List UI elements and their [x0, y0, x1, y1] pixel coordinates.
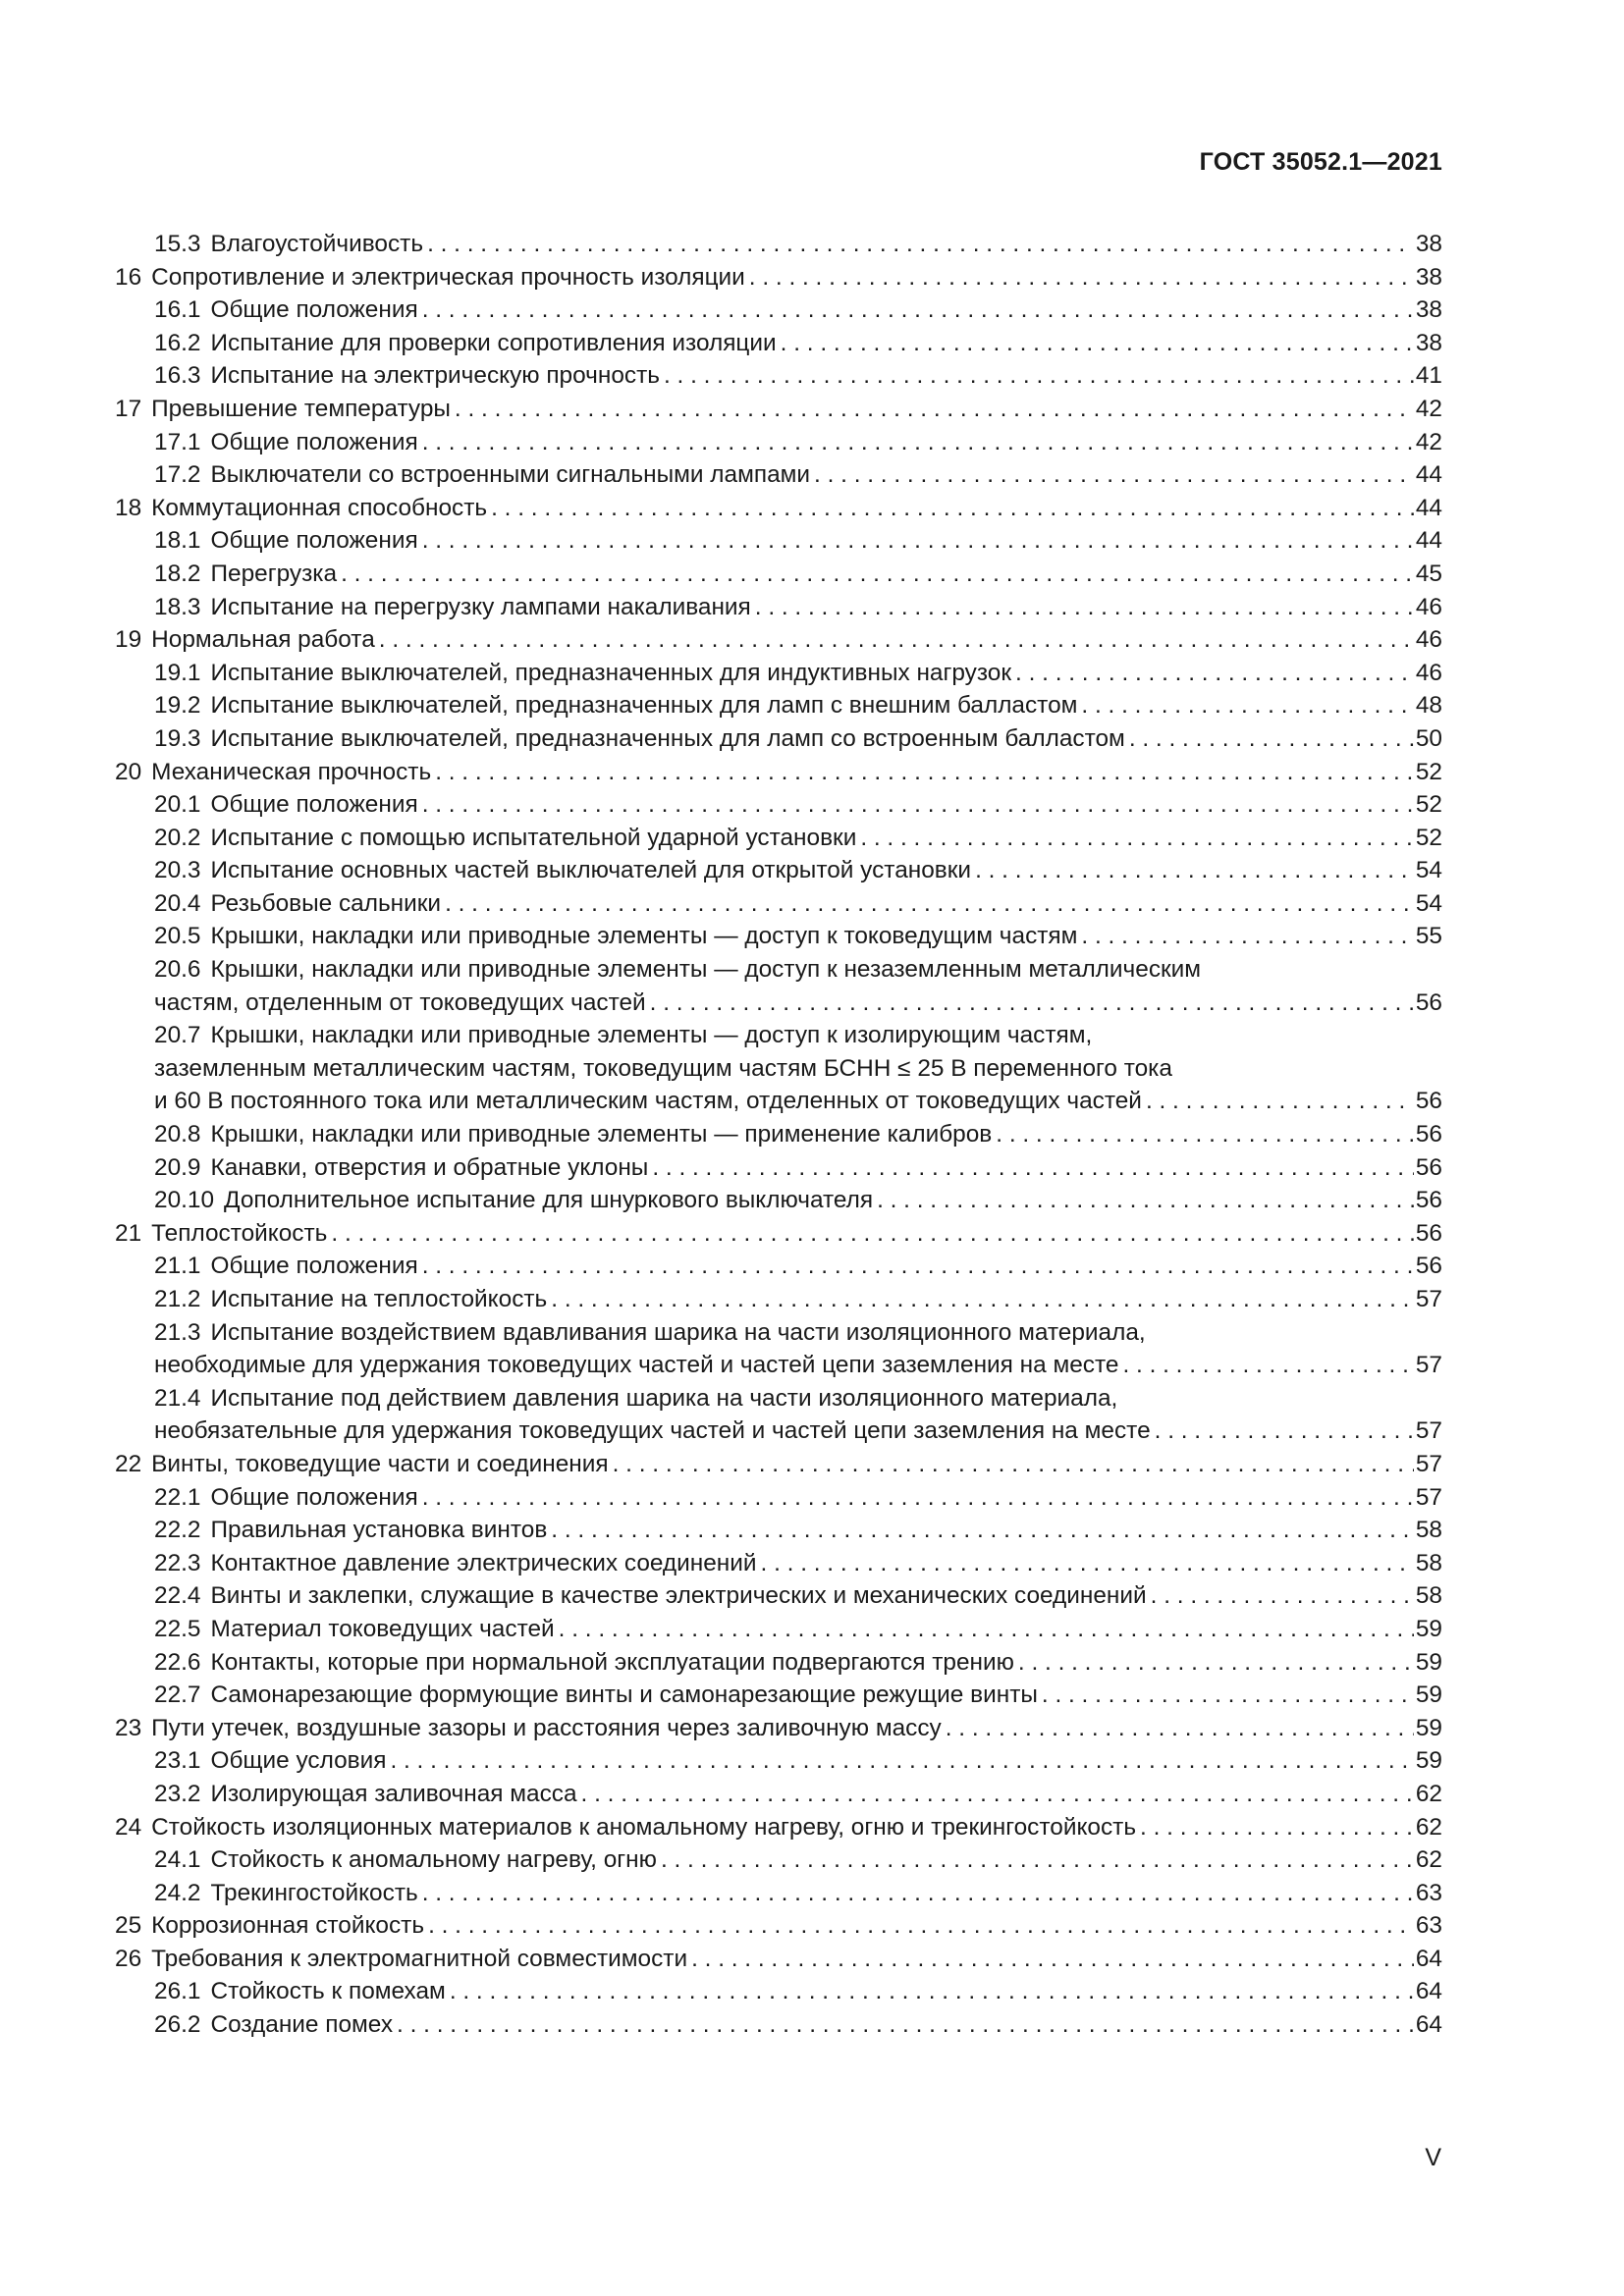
toc-entry[interactable] — [115, 722, 1442, 756]
toc-leader-dots — [652, 1151, 1414, 1185]
toc-entry-title: Испытание для проверки сопротивления изоляции — [210, 329, 777, 356]
toc-entry-page: 54 — [1415, 889, 1442, 917]
toc-leader-dots — [422, 788, 1414, 822]
toc-entry[interactable] — [115, 591, 1442, 624]
toc-entry-number: 17.1 — [154, 428, 201, 455]
toc-entry[interactable] — [115, 327, 1442, 360]
toc-entry-number: 20.9 — [154, 1153, 201, 1181]
toc-leader-dots — [661, 1843, 1414, 1877]
toc-entry-number: 20.4 — [154, 889, 201, 917]
toc-leader-dots — [781, 327, 1414, 360]
toc-entry-number: 18.2 — [154, 560, 201, 587]
toc-leader-dots — [975, 854, 1414, 887]
toc-entry[interactable] — [115, 1547, 1442, 1580]
toc-leader-dots — [450, 1975, 1414, 2008]
toc-leader-dots — [551, 1283, 1414, 1316]
toc-entry-page: 58 — [1415, 1517, 1442, 1544]
toc-entry-page: 59 — [1415, 1714, 1442, 1741]
toc-leader-dots — [996, 1118, 1414, 1151]
toc-entry-title: Испытание с помощью испытательной ударной установки — [210, 824, 857, 851]
toc-entry-page: 59 — [1415, 1648, 1442, 1676]
toc-entry[interactable] — [115, 359, 1442, 393]
toc-entry[interactable] — [115, 1118, 1442, 1151]
toc-entry-number: 20.3 — [154, 857, 201, 884]
toc-entry[interactable] — [115, 426, 1442, 459]
toc-entry-number: 20.10 — [154, 1187, 215, 1214]
toc-entry[interactable] — [115, 987, 1442, 1020]
toc-entry-page: 55 — [1415, 923, 1442, 950]
toc-leader-dots — [551, 1514, 1414, 1547]
toc-entry-title: частям, отделенным от токоведущих частей — [154, 988, 646, 1016]
toc-entry-number: 18 — [115, 494, 142, 521]
toc-entry-title: Испытание под действием давления шарика на части изоляционного материала, — [210, 1384, 1118, 1412]
toc-entry[interactable] — [115, 1382, 1442, 1415]
toc-leader-dots — [664, 359, 1414, 393]
toc-entry-number: 19 — [115, 626, 142, 654]
toc-entry-number: 23 — [115, 1714, 142, 1741]
toc-entry[interactable] — [115, 854, 1442, 887]
toc-entry-page: 62 — [1415, 1846, 1442, 1874]
toc-entry-title: Превышение температуры — [151, 395, 451, 422]
toc-entry-title: Испытание на теплостойкость — [210, 1286, 548, 1312]
toc-entry[interactable] — [115, 1613, 1442, 1646]
toc-entry-page: 58 — [1415, 1549, 1442, 1576]
toc-leader-dots — [1018, 1646, 1414, 1680]
toc-entry[interactable] — [115, 2008, 1442, 2042]
toc-leader-dots — [1151, 1579, 1414, 1613]
toc-leader-dots — [422, 426, 1414, 459]
toc-entry-title: Контактное давление электрических соединений — [210, 1549, 757, 1576]
toc-entry-number: 21 — [115, 1219, 142, 1247]
toc-entry[interactable] — [115, 1646, 1442, 1680]
toc-entry-number: 22.5 — [154, 1615, 201, 1642]
toc-entry-page: 44 — [1415, 527, 1442, 555]
toc-entry[interactable] — [115, 953, 1442, 987]
toc-entry-number: 21.4 — [154, 1384, 201, 1412]
toc-entry[interactable] — [115, 1481, 1442, 1515]
toc-leader-dots — [749, 261, 1414, 294]
toc-entry-title: Стойкость изоляционных материалов к аномальному нагреву, огню и трекингостойкость — [151, 1813, 1137, 1841]
toc-entry[interactable] — [115, 756, 1442, 789]
toc-entry-title: и 60 В постоянного тока или металлическим частям, отделенных от токоведущих частей — [154, 1088, 1142, 1115]
toc-entry-page: 59 — [1415, 1682, 1442, 1709]
toc-entry-number: 17.2 — [154, 461, 201, 489]
toc-entry-number: 22.4 — [154, 1582, 201, 1610]
toc-entry-title: Влагоустойчивость — [210, 231, 424, 257]
toc-entry-title: Правильная установка винтов — [210, 1517, 548, 1544]
toc-entry-page: 64 — [1415, 1978, 1442, 2005]
toc-leader-dots — [1042, 1679, 1414, 1712]
toc-entry-page: 42 — [1415, 428, 1442, 455]
toc-entry-number: 22.1 — [154, 1483, 201, 1511]
document-code: ГОСТ 35052.1—2021 — [1199, 148, 1442, 176]
toc-entry-page: 38 — [1415, 296, 1442, 324]
toc-entry-page: 54 — [1415, 857, 1442, 884]
toc-entry-number: 20.8 — [154, 1121, 201, 1148]
toc-leader-dots — [422, 1250, 1414, 1283]
toc-entry-title: Резьбовые сальники — [210, 889, 442, 917]
toc-leader-dots — [1146, 1085, 1414, 1118]
toc-entry[interactable] — [115, 1184, 1442, 1217]
toc-entry-page: 42 — [1415, 395, 1442, 422]
toc-leader-dots — [445, 887, 1414, 921]
toc-entry-number: 16.2 — [154, 329, 201, 356]
toc-entry[interactable] — [115, 458, 1442, 492]
toc-leader-dots — [341, 558, 1414, 591]
toc-leader-dots — [946, 1712, 1414, 1745]
toc-entry[interactable] — [115, 1019, 1442, 1052]
toc-entry-page: 57 — [1415, 1450, 1442, 1477]
toc-entry-page: 46 — [1415, 659, 1442, 686]
toc-entry[interactable] — [115, 1811, 1442, 1844]
toc-entry[interactable] — [115, 393, 1442, 426]
toc-entry-number: 26.2 — [154, 2011, 201, 2039]
toc-entry-number: 26 — [115, 1945, 142, 1972]
toc-leader-dots — [390, 1744, 1413, 1778]
toc-entry-title: Канавки, отверстия и обратные уклоны — [210, 1153, 649, 1181]
toc-entry-title: Изолирующая заливочная масса — [210, 1780, 577, 1807]
toc-entry[interactable] — [115, 1151, 1442, 1185]
toc-entry-number: 20.5 — [154, 923, 201, 950]
toc-entry-title: Общие положения — [210, 791, 418, 819]
toc-leader-dots — [491, 492, 1414, 525]
toc-entry[interactable] — [115, 1843, 1442, 1877]
toc-entry-title: Стойкость к аномальному нагреву, огню — [210, 1846, 657, 1874]
toc-entry-title: Испытание на перегрузку лампами накаливания — [210, 593, 751, 620]
toc-entry-page: 46 — [1415, 626, 1442, 654]
toc-entry-page: 57 — [1415, 1483, 1442, 1511]
toc-entry[interactable] — [115, 1975, 1442, 2008]
toc-entry-title: Механическая прочность — [151, 758, 432, 785]
toc-entry[interactable] — [115, 1943, 1442, 1976]
toc-entry-title: Коррозионная стойкость — [151, 1912, 425, 1940]
toc-entry-page: 56 — [1415, 1219, 1442, 1247]
toc-entry[interactable] — [115, 1316, 1442, 1350]
toc-leader-dots — [427, 228, 1414, 261]
toc-entry-page: 56 — [1415, 1253, 1442, 1280]
toc-entry-title: Крышки, накладки или приводные элементы — доступ к токоведущим частям — [210, 923, 1078, 950]
toc-leader-dots — [755, 591, 1414, 624]
toc-entry-title: Общие условия — [210, 1747, 387, 1775]
page-number: V — [1425, 2144, 1441, 2171]
toc-leader-dots — [1155, 1415, 1414, 1448]
toc-entry-page: 56 — [1415, 1088, 1442, 1115]
toc-entry-number: 19.1 — [154, 659, 201, 686]
toc-entry-title: Общие положения — [210, 1253, 418, 1280]
toc-entry-number: 21.3 — [154, 1318, 201, 1346]
toc-entry-number: 20.2 — [154, 824, 201, 851]
toc-entry-title: Создание помех — [210, 2011, 394, 2039]
toc-entry[interactable] — [115, 1909, 1442, 1943]
toc-leader-dots — [1129, 722, 1414, 756]
toc-entry-page: 57 — [1415, 1352, 1442, 1379]
toc-leader-dots — [379, 623, 1414, 657]
table-of-contents — [115, 228, 1442, 2042]
toc-entry-title: Общие положения — [210, 296, 418, 324]
toc-entry-page: 64 — [1415, 2011, 1442, 2039]
toc-entry-title: заземленным металлическим частям, токоведущим частям БСНН ≤ 25 В переменного тока — [154, 1054, 1172, 1082]
toc-entry[interactable] — [115, 294, 1442, 327]
toc-entry-number: 20.7 — [154, 1022, 201, 1049]
toc-entry-page: 57 — [1415, 1417, 1442, 1445]
toc-entry[interactable] — [115, 228, 1442, 261]
toc-entry-number: 16.3 — [154, 362, 201, 390]
toc-leader-dots — [761, 1547, 1414, 1580]
toc-leader-dots — [650, 987, 1414, 1020]
toc-entry-title: Сопротивление и электрическая прочность изоляции — [151, 263, 745, 291]
toc-entry[interactable] — [115, 492, 1442, 525]
toc-entry-number: 22.2 — [154, 1517, 201, 1544]
toc-entry[interactable] — [115, 920, 1442, 953]
toc-entry-page: 52 — [1415, 824, 1442, 851]
toc-entry-page: 56 — [1415, 1187, 1442, 1214]
toc-entry[interactable] — [115, 788, 1442, 822]
toc-entry-page: 56 — [1415, 1121, 1442, 1148]
toc-entry[interactable] — [115, 1579, 1442, 1613]
toc-entry-number: 15.3 — [154, 231, 201, 257]
toc-entry-number: 20.6 — [154, 956, 201, 984]
toc-entry-page: 44 — [1415, 461, 1442, 489]
toc-leader-dots — [1081, 920, 1413, 953]
toc-entry-title: Общие положения — [210, 428, 418, 455]
toc-entry-number: 16.1 — [154, 296, 201, 324]
toc-leader-dots — [331, 1217, 1413, 1251]
toc-entry-title: Пути утечек, воздушные зазоры и расстояния через заливочную массу — [151, 1714, 942, 1741]
toc-entry-page: 59 — [1415, 1615, 1442, 1642]
toc-entry-page: 57 — [1415, 1286, 1442, 1312]
toc-entry-page: 62 — [1415, 1780, 1442, 1807]
toc-entry[interactable] — [115, 1052, 1442, 1086]
toc-entry-page: 56 — [1415, 1153, 1442, 1181]
toc-entry-number: 22.3 — [154, 1549, 201, 1576]
toc-entry-page: 45 — [1415, 560, 1442, 587]
toc-entry[interactable] — [115, 1415, 1442, 1448]
toc-entry-title: Испытание воздействием вдавливания шарика на части изоляционного материала, — [210, 1318, 1146, 1346]
toc-leader-dots — [428, 1909, 1414, 1943]
toc-entry[interactable] — [115, 558, 1442, 591]
toc-entry-number: 17 — [115, 395, 142, 422]
toc-entry[interactable] — [115, 1250, 1442, 1283]
toc-leader-dots — [1081, 689, 1413, 722]
toc-entry-title: Винты, токоведущие части и соединения — [151, 1450, 609, 1477]
toc-leader-dots — [860, 822, 1414, 855]
toc-entry-title: Перегрузка — [210, 560, 338, 587]
toc-entry[interactable] — [115, 1448, 1442, 1481]
toc-entry-title: Нормальная работа — [151, 626, 375, 654]
toc-leader-dots — [1015, 657, 1414, 690]
toc-leader-dots — [1140, 1811, 1414, 1844]
toc-entry-number: 22.6 — [154, 1648, 201, 1676]
toc-leader-dots — [814, 458, 1414, 492]
toc-leader-dots — [435, 756, 1414, 789]
toc-leader-dots — [455, 393, 1414, 426]
toc-entry[interactable] — [115, 1085, 1442, 1118]
toc-entry-page: 52 — [1415, 791, 1442, 819]
toc-entry-page: 62 — [1415, 1813, 1442, 1841]
toc-entry-number: 21.2 — [154, 1286, 201, 1312]
toc-leader-dots — [613, 1448, 1414, 1481]
toc-entry-page: 52 — [1415, 758, 1442, 785]
toc-entry[interactable] — [115, 657, 1442, 690]
toc-leader-dots — [581, 1778, 1414, 1811]
toc-entry-number: 18.3 — [154, 593, 201, 620]
toc-entry-title: Общие положения — [210, 1483, 418, 1511]
toc-entry-number: 23.2 — [154, 1780, 201, 1807]
toc-leader-dots — [422, 294, 1414, 327]
toc-entry[interactable] — [115, 261, 1442, 294]
toc-entry[interactable] — [115, 1679, 1442, 1712]
toc-entry-number: 23.1 — [154, 1747, 201, 1775]
toc-entry-number: 16 — [115, 263, 142, 291]
toc-entry[interactable] — [115, 1217, 1442, 1251]
toc-entry-title: Дополнительное испытание для шнуркового выключателя — [224, 1187, 874, 1214]
toc-entry-page: 48 — [1415, 692, 1442, 720]
toc-entry[interactable] — [115, 822, 1442, 855]
toc-entry-title: Трекингостойкость — [210, 1879, 418, 1906]
toc-entry[interactable] — [115, 1712, 1442, 1745]
toc-entry-number: 22.7 — [154, 1682, 201, 1709]
toc-entry-title: Стойкость к помехам — [210, 1978, 446, 2005]
toc-entry-title: Испытание выключателей, предназначенных для ламп с внешним балластом — [210, 692, 1078, 720]
toc-entry-page: 41 — [1415, 362, 1442, 390]
toc-entry-page: 63 — [1415, 1879, 1442, 1906]
toc-entry-title: Крышки, накладки или приводные элементы — доступ к изолирующим частям, — [210, 1022, 1093, 1049]
toc-entry[interactable] — [115, 524, 1442, 558]
toc-entry[interactable] — [115, 1744, 1442, 1778]
toc-entry-page: 50 — [1415, 724, 1442, 752]
toc-entry[interactable] — [115, 1283, 1442, 1316]
toc-entry-title: необходимые для удержания токоведущих частей и частей цепи заземления на месте — [154, 1352, 1119, 1379]
toc-entry[interactable] — [115, 1349, 1442, 1382]
toc-entry-page: 63 — [1415, 1912, 1442, 1940]
toc-entry-title: Самонарезающие формующие винты и самонарезающие режущие винты — [210, 1682, 1038, 1709]
toc-entry-page: 38 — [1415, 329, 1442, 356]
toc-leader-dots — [397, 2008, 1414, 2042]
toc-entry[interactable] — [115, 1877, 1442, 1910]
toc-leader-dots — [422, 1877, 1414, 1910]
toc-entry-number: 21.1 — [154, 1253, 201, 1280]
toc-entry-number: 24.1 — [154, 1846, 201, 1874]
toc-entry-title: Испытание выключателей, предназначенных для индуктивных нагрузок — [210, 659, 1012, 686]
toc-entry[interactable] — [115, 1514, 1442, 1547]
toc-entry-number: 18.1 — [154, 527, 201, 555]
toc-entry-title: Материал токоведущих частей — [210, 1615, 555, 1642]
toc-entry-page: 38 — [1415, 263, 1442, 291]
toc-leader-dots — [1122, 1349, 1413, 1382]
toc-entry-page: 59 — [1415, 1747, 1442, 1775]
toc-entry[interactable] — [115, 623, 1442, 657]
toc-entry-title: Коммутационная способность — [151, 494, 488, 521]
toc-entry-page: 44 — [1415, 494, 1442, 521]
toc-entry-page: 46 — [1415, 593, 1442, 620]
toc-leader-dots — [877, 1184, 1414, 1217]
toc-entry-number: 19.3 — [154, 724, 201, 752]
toc-entry-title: Теплостойкость — [151, 1219, 328, 1247]
toc-entry[interactable] — [115, 887, 1442, 921]
toc-entry[interactable] — [115, 689, 1442, 722]
toc-entry-title: Крышки, накладки или приводные элементы — применение калибров — [210, 1121, 993, 1148]
toc-leader-dots — [422, 524, 1414, 558]
toc-entry-number: 25 — [115, 1912, 142, 1940]
toc-entry-title: необязательные для удержания токоведущих частей и частей цепи заземления на месте — [154, 1417, 1151, 1445]
toc-entry-title: Выключатели со встроенными сигнальными лампами — [210, 461, 811, 489]
toc-entry-page: 38 — [1415, 231, 1442, 257]
toc-entry-title: Общие положения — [210, 527, 418, 555]
toc-entry-number: 24.2 — [154, 1879, 201, 1906]
toc-entry-number: 22 — [115, 1450, 142, 1477]
toc-entry[interactable] — [115, 1778, 1442, 1811]
toc-entry-title: Испытание основных частей выключателей для открытой установки — [210, 857, 972, 884]
toc-leader-dots — [691, 1943, 1414, 1976]
toc-entry-title: Контакты, которые при нормальной эксплуатации подвергаются трению — [210, 1648, 1014, 1676]
toc-entry-title: Испытание выключателей, предназначенных для ламп со встроенным балластом — [210, 724, 1125, 752]
toc-entry-title: Крышки, накладки или приводные элементы — доступ к незаземленным металлическим — [210, 956, 1202, 984]
toc-entry-number: 19.2 — [154, 692, 201, 720]
toc-entry-number: 20 — [115, 758, 142, 785]
toc-entry-page: 64 — [1415, 1945, 1442, 1972]
toc-entry-number: 20.1 — [154, 791, 201, 819]
toc-leader-dots — [559, 1613, 1414, 1646]
toc-entry-title: Винты и заклепки, служащие в качестве электрических и механических соединений — [210, 1582, 1147, 1610]
toc-entry-page: 56 — [1415, 988, 1442, 1016]
toc-entry-number: 26.1 — [154, 1978, 201, 2005]
toc-leader-dots — [422, 1481, 1414, 1515]
toc-entry-page: 58 — [1415, 1582, 1442, 1610]
toc-entry-number: 24 — [115, 1813, 142, 1841]
toc-entry-title: Требования к электромагнитной совместимости — [151, 1945, 688, 1972]
toc-entry-title: Испытание на электрическую прочность — [210, 362, 660, 390]
